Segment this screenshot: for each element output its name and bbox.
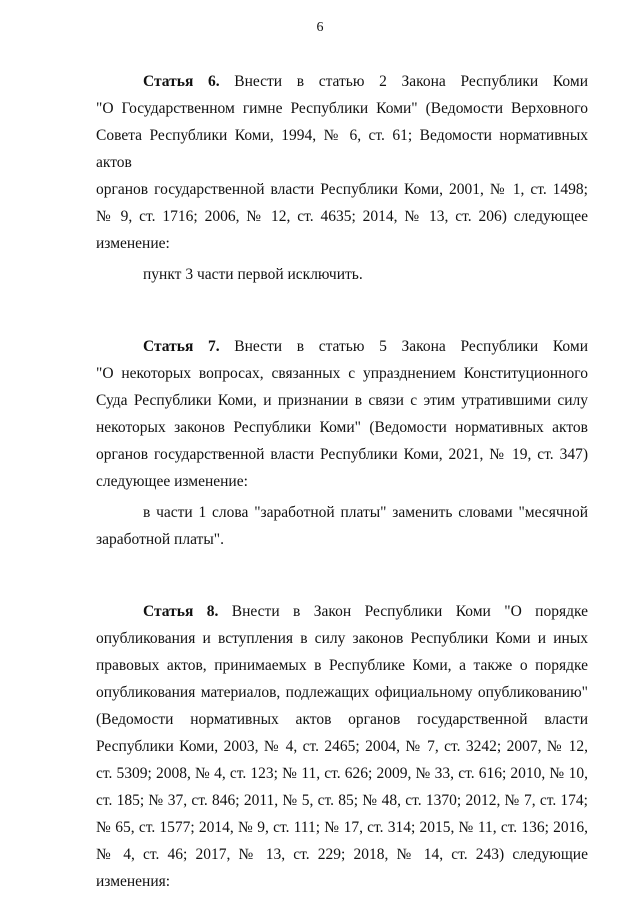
article-7-line-6: следующее изменение: (96, 473, 248, 490)
article-7-body-line-2: заработной платы". (96, 531, 224, 548)
article-7-label: Статья 7. (143, 338, 220, 355)
article-6-line-4: органов государственной власти Республики Коми, 2001, № 1, ст. 1498; (96, 181, 588, 198)
article-8-line-5: (Ведомости нормативных актов органов государственной власти (96, 711, 588, 728)
article-8-line-8: ст. 185; № 37, ст. 846; 2011, № 5, ст. 85; № 48, ст. 1370; 2012, № 7, ст. 174; (96, 792, 588, 809)
article-7-line-1-text: Внести в статью 5 Закона Республики Коми (219, 338, 588, 355)
article-7-body-line-1: в части 1 слова "заработной платы" заменить словами "месячной (143, 504, 588, 521)
article-7-line-1 (96, 333, 588, 360)
article-7-line-2: "О некоторых вопросах, связанных с упразднением Конституционного (96, 365, 588, 382)
article-8-line-9: № 65, ст. 1577; 2014, № 9, ст. 111; № 17, ст. 314; 2015, № 11, ст. 136; 2016, (96, 819, 588, 836)
article-6-line-5: № 9, ст. 1716; 2006, № 12, ст. 4635; 2014, № 13, ст. 206) следующее (96, 208, 588, 225)
spacer (96, 553, 588, 598)
article-6-line-1 (96, 68, 588, 95)
article-8-line-6: Республики Коми, 2003, № 4, ст. 2465; 2004, № 7, ст. 3242; 2007, № 12, (96, 738, 588, 755)
page-number: 6 (316, 20, 324, 35)
article-6-label: Статья 6. (143, 73, 220, 90)
article-8-line-3: правовых актов, принимаемых в Республике Коми, а также о порядке (96, 657, 588, 674)
article-6 (96, 68, 588, 288)
article-8-line-1 (96, 598, 588, 625)
article-8-line-2: опубликования и вступления в силу законов Республики Коми и иных (96, 630, 588, 647)
article-8 (96, 598, 588, 895)
article-7-line-4: некоторых законов Республики Коми" (Ведомости нормативных актов (96, 419, 588, 436)
article-8-line-11: изменения: (96, 873, 171, 890)
spacer (96, 288, 588, 333)
article-8-line-1-text: Внести в Закон Республики Коми "О порядке (218, 603, 589, 620)
article-6-line-2: "О Государственном гимне Республики Коми" (Ведомости Верховного (96, 100, 588, 117)
article-6-line-3: Совета Республики Коми, 1994, № 6, ст. 61; Ведомости нормативных актов (96, 127, 588, 171)
article-8-line-10: № 4, ст. 46; 2017, № 13, ст. 229; 2018, № 14, ст. 243) следующие (96, 846, 588, 863)
article-7 (96, 333, 588, 553)
article-6-line-6: изменение: (96, 235, 170, 252)
article-8-label: Статья 8. (143, 603, 219, 620)
article-8-line-7: ст. 5309; 2008, № 4, ст. 123; № 11, ст. 626; 2009, № 33, ст. 616; 2010, № 10, (96, 765, 588, 782)
article-6-body: пункт 3 части первой исключить. (143, 266, 363, 283)
article-6-line-1-text: Внести в статью 2 Закона Республики Коми (219, 73, 588, 90)
article-8-line-4: опубликования материалов, подлежащих официальному опубликованию" (96, 684, 588, 701)
article-7-line-5: органов государственной власти Республики Коми, 2021, № 19, ст. 347) (96, 446, 588, 463)
article-7-line-3: Суда Республики Коми, и признании в связи с этим утратившими силу (96, 392, 588, 409)
document-body (96, 68, 588, 895)
